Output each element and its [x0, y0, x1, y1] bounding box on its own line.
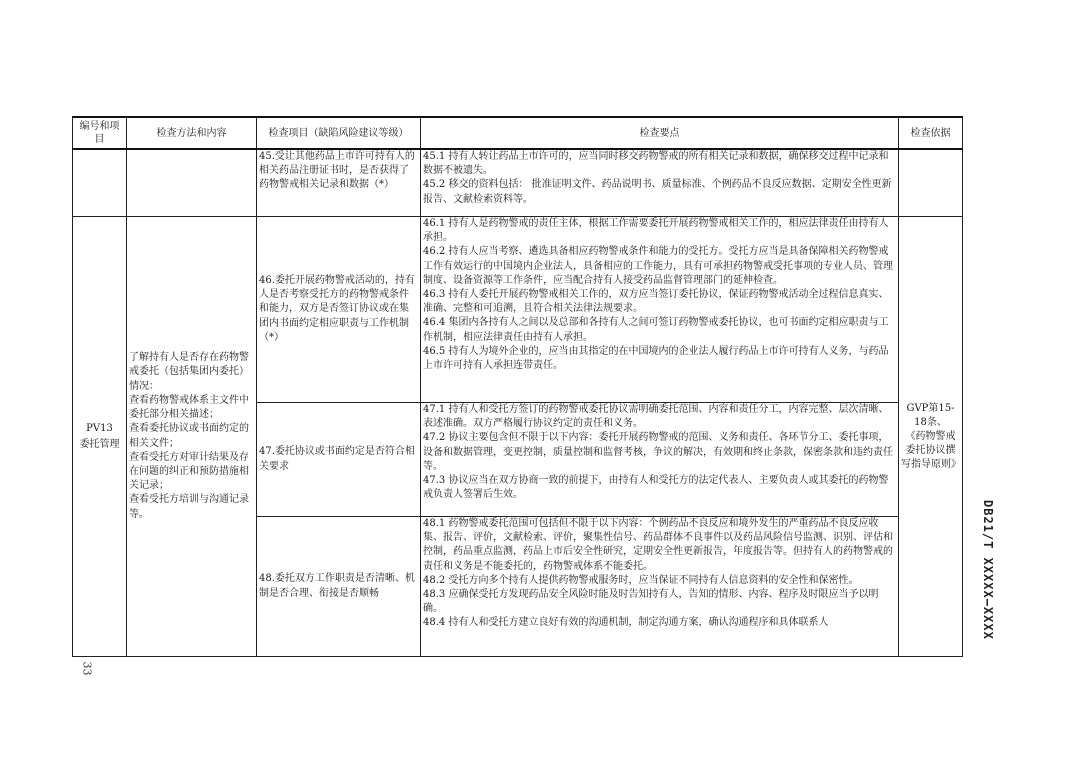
points-47: [421, 403, 899, 517]
row45-basis: [899, 149, 963, 217]
point-47-3: 47.3 协议应当在双方协商一致的前提下，由持有人和受托方的法定代表人、主要负责人或其委托的药物警戒负责人签署后生效。: [423, 475, 889, 501]
table-row: [73, 217, 963, 403]
point-47-2: 47.2 协议主要包含但不限于以下内容：委托开展药物警戒的范围、义务和责任、各环节分工、委托事项，设备和数据管理，变更控制，质量控制和监督考核，争议的解决，有效期和终止条款，保密条款和违约责任等。: [423, 432, 893, 472]
point-48-1: 48.1 药物警戒委托范围可包括但不限于以下内容：个例药品不良反应和境外发生的严重药品不良反应收集、报告、评价，文献检索、评价，聚集性信号、药品群体不良事件以及药品风险信号监测、识别、评估和控制，药品重点监测，药品上市后安全性研究，定期安全性更新报告，年度报告等。但持有人的药物警戒的责任和义务是不能委托的，药物警戒体系不能委托。: [423, 518, 893, 572]
row45-item: 45.受让其他药品上市许可持有人的相关药品注册证书时，是否获得了药物警戒相关记录和数据（*）: [257, 149, 421, 217]
point-46-1: 46.1 持有人是药物警戒的责任主体，根据工作需要委托开展药物警戒相关工作的，相应法律责任由持有人承担。: [423, 218, 889, 244]
header-basis: 检查依据: [899, 117, 963, 149]
points-46: [421, 217, 899, 403]
standard-number: DB21/T XXXXX—XXXX: [981, 500, 995, 640]
header-id: 编号和项目: [73, 117, 127, 149]
point-45-2: 45.2 移交的资料包括： 批准证明文件、药品说明书、质量标准、个例药品不良反应数据、定期安全性更新报告、文献检索资料等。: [423, 179, 892, 205]
point-46-4: 46.4 集团内各持有人之间以及总部和各持有人之间可签订药物警戒委托协议，也可书面约定相应职责与工作机制，相应法律责任由持有人承担。: [423, 317, 889, 343]
header-points: 检查要点: [421, 117, 899, 149]
pv13-basis: GVP第15-18条、 《药物警戒委托协议撰写指导原则》: [899, 217, 963, 657]
row45-points: [421, 149, 899, 217]
inspection-table: [72, 116, 963, 657]
page-number: 33: [80, 661, 94, 676]
pv13-id: PV13 委托管理: [73, 217, 127, 657]
row45-id: [73, 149, 127, 217]
pv13-method: 了解持有人是否存在药物警戒委托（包括集团内委托）情况： 查看药物警戒体系主文件中委托部分相关描述； 查看委托协议或书面约定的相关文件； 查看受托方对审计结果及存在问题的纠正和预防措施相关记录； 查看受托方培训与沟通记录等。: [127, 217, 257, 657]
point-48-4: 48.4 持有人和受托方建立良好有效的沟通机制，制定沟通方案，确认沟通程序和具体联系人: [423, 617, 829, 629]
table-header-row: [73, 117, 963, 149]
item-46: 46.委托开展药物警戒活动的，持有人是否考察受托方的药物警戒条件和能力，双方是否签订协议或在集团内书面约定相应职责与工作机制（*）: [257, 217, 421, 403]
point-46-2: 46.2 持有人应当考察、遴选具备相应药物警戒条件和能力的受托方。受托方应当是具备保障相关药物警戒工作有效运行的中国境内企业法人，具备相应的工作能力，具有可承担药物警戒受托事项的专业人员、管理制度、设备资源等工作条件，应当配合持有人接受药品监督管理部门的延伸检查。: [423, 246, 893, 286]
item-47: 47.委托协议或书面约定是否符合相关要求: [257, 403, 421, 517]
point-46-3: 46.3 持有人委托开展药物警戒相关工作的，双方应当签订委托协议，保证药物警戒活动全过程信息真实、准确、完整和可追溯，且符合相关法律法规要求。: [423, 289, 889, 315]
row45-method: [127, 149, 257, 217]
item-48: 48.委托双方工作职责是否清晰、机制是否合理、衔接是否顺畅: [257, 517, 421, 657]
point-45-1: 45.1 持有人转让药品上市许可的，应当同时移交药物警戒的所有相关记录和数据，确保移交过程中记录和数据不被遗失。: [423, 151, 889, 177]
header-method: 检查方法和内容: [127, 117, 257, 149]
header-item: 检查项目（缺陷风险建议等级）: [257, 117, 421, 149]
table-row: [73, 149, 963, 217]
point-48-2: 48.2 受托方向多个持有人提供药物警戒服务时，应当保证不同持有人信息资料的安全性和保密性。: [423, 574, 859, 586]
point-46-5: 46.5 持有人为境外企业的，应当由其指定的在中国境内的企业法人履行药品上市许可持有人义务，与药品上市许可持有人承担连带责任。: [423, 345, 889, 372]
point-48-3: 48.3 应确保受托方发现药品安全风险时能及时告知持有人，告知的情形、内容、程序及时限应当予以明确。: [423, 589, 879, 615]
points-48: [421, 517, 899, 657]
point-47-1: 47.1 持有人和受托方签订的药物警戒委托协议需明确委托范围、内容和责任分工，内容完整、层次清晰、表述准确。双方严格履行协议约定的责任和义务。: [423, 404, 889, 430]
